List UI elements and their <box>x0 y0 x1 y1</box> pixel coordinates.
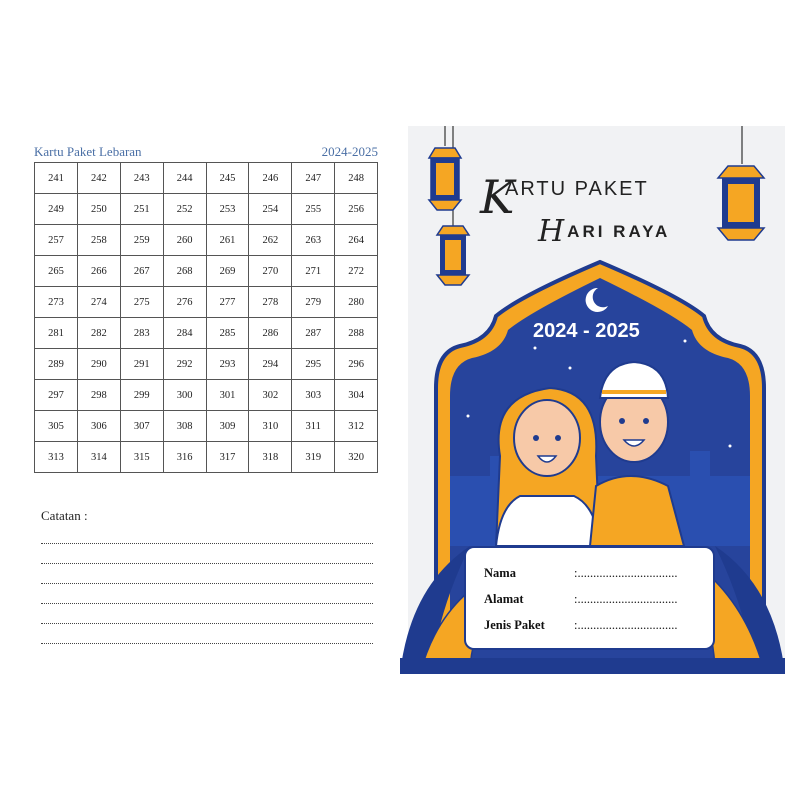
grid-cell: 263 <box>292 225 335 256</box>
grid-cell: 315 <box>120 442 163 473</box>
grid-cell: 298 <box>77 380 120 411</box>
grid-cell: 299 <box>120 380 163 411</box>
grid-row <box>35 318 378 349</box>
grid-cell: 275 <box>120 287 163 318</box>
grid-cell: 276 <box>163 287 206 318</box>
grid-cell: 267 <box>120 256 163 287</box>
grid-cell: 252 <box>163 194 206 225</box>
grid-cell: 300 <box>163 380 206 411</box>
grid-cell: 264 <box>335 225 378 256</box>
left-header <box>34 140 378 160</box>
grid-cell: 258 <box>77 225 120 256</box>
note-line <box>41 524 373 544</box>
grid-cell: 308 <box>163 411 206 442</box>
grid-cell: 313 <box>35 442 78 473</box>
grid-cell: 255 <box>292 194 335 225</box>
grid-cell: 293 <box>206 349 249 380</box>
left-year: 2024-2025 <box>321 144 378 159</box>
package-field: :................................ <box>574 618 678 632</box>
grid-row <box>35 442 378 473</box>
grid-cell: 281 <box>35 318 78 349</box>
notes-lines <box>41 524 373 644</box>
grid-cell: 319 <box>292 442 335 473</box>
grid-cell: 278 <box>249 287 292 318</box>
bottom-band <box>400 658 785 674</box>
grid-cell: 287 <box>292 318 335 349</box>
grid-cell: 244 <box>163 163 206 194</box>
lantern-icon <box>429 148 461 210</box>
grid-cell: 277 <box>206 287 249 318</box>
note-line <box>41 624 373 644</box>
grid-cell: 243 <box>120 163 163 194</box>
grid-cell: 305 <box>35 411 78 442</box>
grid-cell: 259 <box>120 225 163 256</box>
grid-cell: 241 <box>35 163 78 194</box>
grid-cell: 282 <box>77 318 120 349</box>
grid-cell: 247 <box>292 163 335 194</box>
grid-cell: 314 <box>77 442 120 473</box>
lantern-icon <box>437 226 469 285</box>
name-label: Nama <box>484 566 516 580</box>
grid-cell: 302 <box>249 380 292 411</box>
name-field: :................................ <box>574 566 678 580</box>
grid-cell: 279 <box>292 287 335 318</box>
grid-cell: 294 <box>249 349 292 380</box>
grid-cell: 306 <box>77 411 120 442</box>
greeting-card-page <box>400 126 785 674</box>
grid-cell: 290 <box>77 349 120 380</box>
note-line <box>41 584 373 604</box>
grid-cell: 274 <box>77 287 120 318</box>
grid-cell: 265 <box>35 256 78 287</box>
note-line <box>41 604 373 624</box>
grid-cell: 291 <box>120 349 163 380</box>
girl-character <box>496 388 600 546</box>
grid-row <box>35 256 378 287</box>
grid-cell: 304 <box>335 380 378 411</box>
grid-cell: 280 <box>335 287 378 318</box>
package-label: Jenis Paket <box>484 618 545 632</box>
grid-cell: 245 <box>206 163 249 194</box>
number-card-page <box>34 140 378 473</box>
star-icon <box>684 340 687 343</box>
title-letter-k: K <box>480 170 515 224</box>
star-icon <box>569 367 572 370</box>
grid-cell: 296 <box>335 349 378 380</box>
title-letter-h: H <box>538 214 568 249</box>
grid-cell: 297 <box>35 380 78 411</box>
grid-cell: 317 <box>206 442 249 473</box>
grid-cell: 292 <box>163 349 206 380</box>
grid-cell: 301 <box>206 380 249 411</box>
address-field: :................................ <box>574 592 678 606</box>
grid-row <box>35 349 378 380</box>
left-title: Kartu Paket Lebaran <box>34 144 142 159</box>
grid-cell: 303 <box>292 380 335 411</box>
grid-cell: 269 <box>206 256 249 287</box>
star-icon <box>534 347 537 350</box>
grid-cell: 254 <box>249 194 292 225</box>
grid-cell: 273 <box>35 287 78 318</box>
notes-label: Catatan : <box>41 508 88 523</box>
grid-cell: 268 <box>163 256 206 287</box>
grid-row <box>35 411 378 442</box>
number-grid <box>34 162 378 473</box>
grid-cell: 272 <box>335 256 378 287</box>
grid-cell: 285 <box>206 318 249 349</box>
grid-cell: 257 <box>35 225 78 256</box>
notes-section <box>41 508 373 644</box>
recipient-form <box>464 546 715 650</box>
grid-cell: 262 <box>249 225 292 256</box>
grid-cell: 266 <box>77 256 120 287</box>
grid-cell: 312 <box>335 411 378 442</box>
grid-cell: 284 <box>163 318 206 349</box>
grid-cell: 271 <box>292 256 335 287</box>
lantern-icon <box>718 166 764 240</box>
note-line <box>41 544 373 564</box>
grid-cell: 261 <box>206 225 249 256</box>
grid-row <box>35 380 378 411</box>
title-line-2 <box>538 210 671 249</box>
grid-cell: 283 <box>120 318 163 349</box>
grid-cell: 310 <box>249 411 292 442</box>
address-label: Alamat <box>484 592 524 606</box>
card-year: 2024 - 2025 <box>533 320 640 342</box>
grid-cell: 318 <box>249 442 292 473</box>
grid-cell: 295 <box>292 349 335 380</box>
grid-cell: 289 <box>35 349 78 380</box>
star-icon <box>729 445 732 448</box>
grid-cell: 256 <box>335 194 378 225</box>
grid-cell: 242 <box>77 163 120 194</box>
grid-cell: 288 <box>335 318 378 349</box>
grid-cell: 253 <box>206 194 249 225</box>
grid-cell: 246 <box>249 163 292 194</box>
grid-cell: 251 <box>120 194 163 225</box>
note-line <box>41 564 373 584</box>
grid-cell: 286 <box>249 318 292 349</box>
grid-cell: 309 <box>206 411 249 442</box>
title-line-1: ARTU PAKET <box>505 178 649 200</box>
grid-cell: 250 <box>77 194 120 225</box>
grid-cell: 249 <box>35 194 78 225</box>
grid-cell: 260 <box>163 225 206 256</box>
grid-row <box>35 163 378 194</box>
grid-cell: 307 <box>120 411 163 442</box>
grid-cell: 311 <box>292 411 335 442</box>
grid-row <box>35 225 378 256</box>
grid-cell: 248 <box>335 163 378 194</box>
grid-row <box>35 287 378 318</box>
star-icon <box>467 415 470 418</box>
grid-cell: 320 <box>335 442 378 473</box>
grid-row <box>35 194 378 225</box>
title-line-2-text: ARI RAYA <box>567 222 671 241</box>
grid-cell: 270 <box>249 256 292 287</box>
grid-cell: 316 <box>163 442 206 473</box>
